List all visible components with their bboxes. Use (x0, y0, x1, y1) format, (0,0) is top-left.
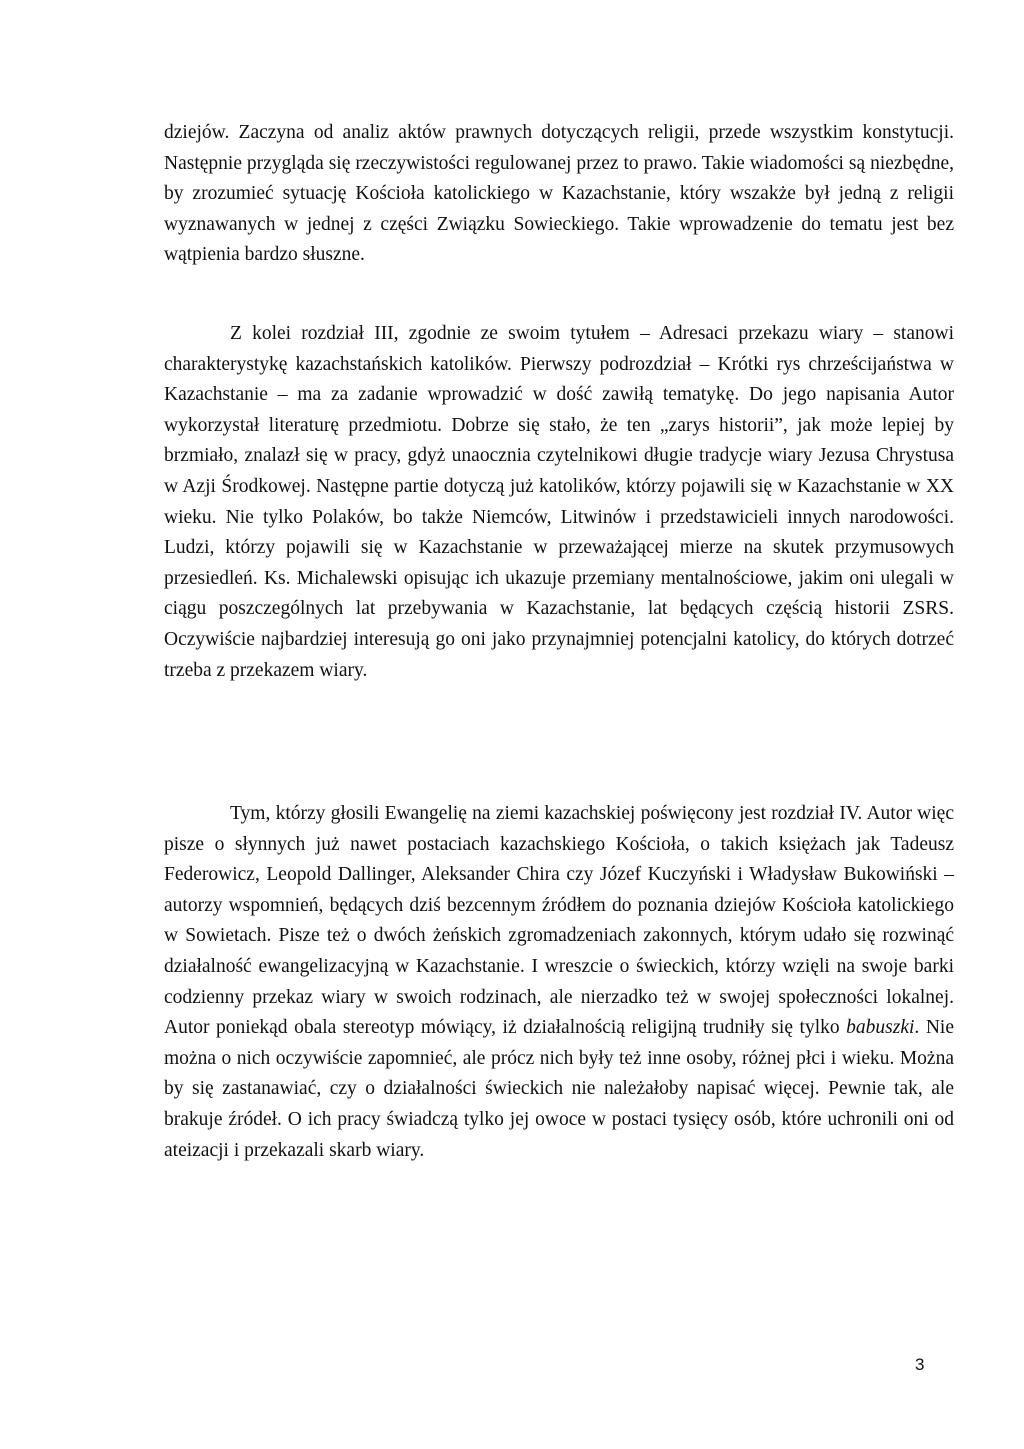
italic-term: babuszki (846, 1017, 915, 1039)
paragraph-1: dziejów. Zaczyna od analiz aktów prawnych dotyczących religii, przede wszystkim konstytucji. Następnie przygląda się rzeczywistości regulowanej przez to prawo. Takie wiadomości są niezbędne, by zrozumieć sytuację Kościoła katolickiego w Kazachstanie, który wszakże był jedną z religii wyznawanych w jednej z części Związku Sowieckiego. Takie wprowadzenie do tematu jest bez wątpienia bardzo słuszne. (164, 122, 954, 266)
paragraph-3-text-end: . Nie można o nich oczywiście zapomnieć, ale prócz nich były też inne osoby, różnej płci i wieku. Można by się zastanawiać, czy o działalności świeckich nie należałoby napisać więcej. Pewnie tak, ale brakuje źródeł. O ich pracy świadczą tylko jej owoce w postaci tysięcy osób, które uchronili oni od ateizacji i przekazali skarb wiary. (164, 1017, 955, 1161)
paragraph-2-block (164, 319, 954, 686)
paragraph-3-block (164, 799, 954, 1166)
page-number: 3 (915, 1355, 925, 1374)
paragraph-2: Z kolei rozdział III, zgodnie ze swoim tytułem – Adresaci przekazu wiary – stanowi charakterystykę kazachstańskich katolików. Pierwszy podrozdział – Krótki rys chrześcijaństwa w Kazachstanie – ma za zadanie wprowadzić w dość zawiłą tematykę. Do jego napisania Autor wykorzystał literaturę przedmiotu. Dobrze się stało, że ten „zarys historii”, jak może lepiej by brzmiało, znalazł się w pracy, gdyż unaocznia czytelnikowi długie tradycje wiary Jezusa Chrystusa w Azji Środkowej. Następne partie dotyczą już katolików, którzy pojawili się w Kazachstanie w XX wieku. Nie tylko Polaków, bo także Niemców, Litwinów i przedstawicieli innych narodowości. Ludzi, którzy pojawili się w Kazachstanie w przeważającej mierze na skutek przymusowych przesiedleń. Ks. Michalewski opisując ich ukazuje przemiany mentalnościowe, jakim oni ulegali w ciągu poszczególnych lat przebywania w Kazachstanie, lat będących częścią historii ZSRS. Oczywiście najbardziej interesują go oni jako przynajmniej potencjalni katolicy, do których dotrzeć trzeba z przekazem wiary. (164, 323, 954, 681)
paragraph-3 (164, 799, 954, 1166)
paragraph-3-text-start: Tym, którzy głosili Ewangelię na ziemi kazachskiej poświęcony jest rozdział IV. Autor więc pisze o słynnych już nawet postaciach kazachskiego Kościoła, o takich księżach jak Tadeusz Federowicz, Leopold Dallinger, Aleksander Chira czy Józef Kuczyński i Władysław Bukowiński – autorzy wspomnień, będących dziś bezcennym źródłem do poznania dziejów Kościoła katolickiego w Sowietach. Pisze też o dwóch żeńskich zgromadzeniach zakonnych, którym udało się rozwinąć działalność ewangelizacyjną w Kazachstanie. I wreszcie o świeckich, którzy wzięli na swoje barki codzienny przekaz wiary w swoich rodzinach, ale nierzadko też w swojej społeczności lokalnej. Autor poniekąd obala stereotyp mówiący, iż działalnością religijną trudniły się tylko (164, 803, 954, 1039)
paragraph-1-block (164, 118, 954, 271)
